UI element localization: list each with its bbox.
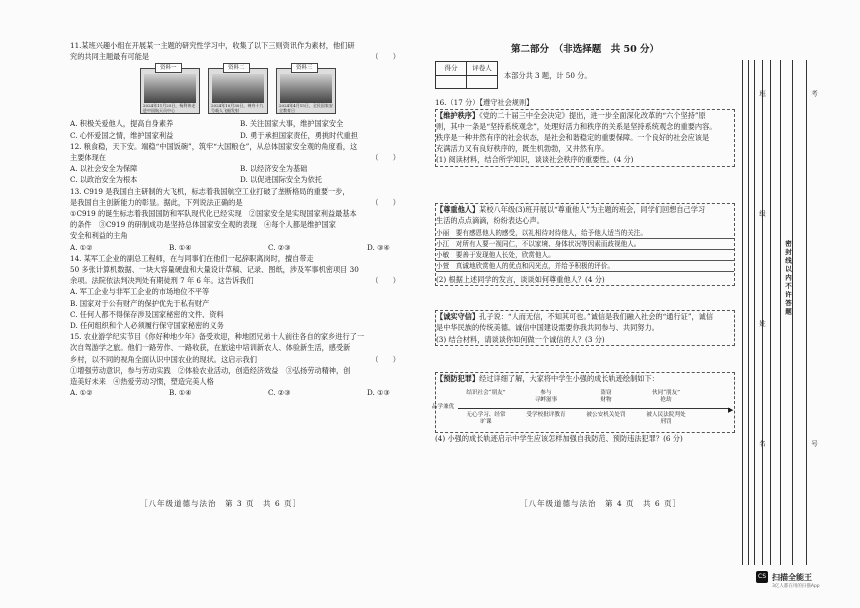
option-c: C. 以政治安全为根本 xyxy=(70,175,138,185)
binding-label-class: 班 xyxy=(758,90,766,99)
score-table xyxy=(435,61,498,89)
q12-stem: 12. 粮食稳，天下安。端稳“中国饭碗”，筑牢“大国粮仓”，从总体国家安全观的角度看，这 xyxy=(70,141,358,151)
material-title: 【尊重他人】 xyxy=(436,204,480,214)
q14-stem: 14. 某军工企业的副总工程师，在与同事们在他们一起辞职离岗时，擅自带走 xyxy=(70,253,314,263)
growth-timeline xyxy=(431,388,734,428)
scanner-watermark xyxy=(756,571,820,589)
option-b: B. ①④ xyxy=(168,388,192,398)
q13-stem-2: 是我国自主创新能力的彰显。据此，下列说法正确的是 xyxy=(70,197,243,207)
timeline-bottom-label: 被人民法院判处刑罚 xyxy=(646,412,686,425)
q15-item-1: ①增强劳动意识，参与劳动实践 ②体验农业活动，创造经济效益 ③弘扬劳动精神，创 xyxy=(70,365,351,375)
material-maintain-order xyxy=(435,109,735,167)
material-title: 【维护秩序】 xyxy=(436,110,480,120)
answer-paren: （ ） xyxy=(371,197,400,207)
q15-stem-2: 次自驾游学之旅。他们一路劳作、一路收获，在旅途中培训新农人、体验新生活，感受新 xyxy=(70,343,351,353)
part-description: 本部分共 3 题，计 50 分。 xyxy=(504,70,592,80)
timeline-axis xyxy=(458,408,730,409)
answer-paren: （ ） xyxy=(371,276,400,286)
option-c: C. 心怀爱国之情，维护国家利益 xyxy=(70,130,174,140)
timeline-bottom-label: 受学校批评教育 xyxy=(526,412,566,419)
q14-stem-3: 余项。法院依法判决判处有期徒刑 7 年 6 年。这告诉我们 xyxy=(70,276,254,286)
photo-tag: 资料二 xyxy=(223,63,250,73)
binding-line xyxy=(780,60,781,565)
material-line: 充满活力又有良好秩序的，既生机勃勃，又井然有序。 xyxy=(436,144,609,154)
photo-material-1 xyxy=(140,65,200,114)
binding-label-name-2: 名 xyxy=(758,440,766,449)
sub-question-1: (1) 阅读材料，结合所学知识，谈谈社会秩序的重要性。(4 分) xyxy=(436,155,634,165)
page-footer-right: ［八年级道德与法治 第 4 页 共 6 页］ xyxy=(520,499,682,508)
material-line: 秩序是一种井然有序的社会状态，是社会和谐稳定的重要保障。一个良好的社会应该是 xyxy=(436,133,710,143)
seal-line-notice: 密封线以内不许答题 xyxy=(784,240,792,317)
answer-space[interactable] xyxy=(435,167,735,203)
q13-item-1: ①C919 的诞生标志着我国国防和军队现代化已经实现 ②国家安全是实现国家利益最基本 xyxy=(70,209,357,219)
q13-item-3: 安全和利益的主角 xyxy=(70,231,128,241)
material-crime-prevention xyxy=(431,372,735,433)
timeline-start-label: 品学兼优 xyxy=(431,404,455,411)
photo-caption: 2024年10月30日，神舟十九号载人飞船发射 xyxy=(211,103,264,114)
answer-space[interactable] xyxy=(435,286,735,310)
option-a: A. 积极关爱他人，提高自身素养 xyxy=(70,119,174,129)
option-a: A. ①② xyxy=(70,242,93,252)
photo-caption: 2024年11月25日，杨利伟走进中国航天员中心 xyxy=(143,103,196,114)
material-line: 某校八年级(3)班开展以“尊重他人”为主题的班会，同学们回想自己学习 xyxy=(479,204,706,214)
option-a: A. ①② xyxy=(70,388,93,398)
q16-heading: 16.（17 分）【遵守社会规则】 xyxy=(435,98,534,108)
q13-item-2: 的条件 ③C919 的研制成功是坚持总体国家安全观的表现 ④每个人都是维护国家 xyxy=(70,220,336,230)
timeline-top-label: 盗窃 xyxy=(600,390,612,397)
photo-image xyxy=(144,74,196,103)
binding-line xyxy=(762,60,763,565)
option-d: D. 任何组织和个人必须履行保守国家秘密的义务 xyxy=(70,321,224,331)
binding-label-name: 姓 xyxy=(758,320,766,329)
q12-stem-2: 主要体现在 xyxy=(70,153,106,163)
answer-paren: （ ） xyxy=(371,52,400,62)
timeline-top-label: 伙同“朋友” xyxy=(651,390,681,397)
right-column xyxy=(431,40,735,444)
sub-question-3: (3) 结合材料，请谈谈你如何做一个诚信的人？(3 分) xyxy=(436,334,605,344)
material-respect-others xyxy=(435,203,735,287)
grader-cell[interactable] xyxy=(467,76,498,89)
binding-line xyxy=(770,60,771,565)
material-title: 【预防犯罪】 xyxy=(436,373,480,383)
binding-label-class-2: 级 xyxy=(758,210,766,219)
material-title: 【诚实守信】 xyxy=(436,312,480,322)
photo-material-3 xyxy=(276,65,336,114)
option-a: A. 以社会安全为保障 xyxy=(70,164,138,174)
timeline-top-label-2: 寻衅滋事 xyxy=(534,396,558,403)
material-line: 生活的点点滴滴，纷纷表达心声。 xyxy=(436,215,544,225)
q14-stem-2: 50 多张计算机数据、一块大容量硬盘和大量设计草稿、记录、图纸，涉及军事机密项目 30 xyxy=(70,265,359,275)
option-d: D. 以促进国际安全为依托 xyxy=(240,175,322,185)
question-15 xyxy=(70,331,400,398)
arrow-right-icon: ▶ xyxy=(728,406,734,415)
option-b: B. ①④ xyxy=(168,242,192,252)
photo-tag: 资料三 xyxy=(291,63,318,73)
page-footer-left: ［八年级道德与法治 第 3 页 共 6 页］ xyxy=(140,499,302,508)
binding-line xyxy=(806,60,807,565)
option-d: D. 勇于承担国家责任，勇挑时代重担 xyxy=(240,130,358,140)
sub-question-4: (4) 小强的成长轨迹启示中学生应该怎样加强自我防范、预防违法犯罪？(6 分) xyxy=(435,434,683,444)
option-a: A. 军工企业与非军工企业的市场地位不平等 xyxy=(70,287,210,297)
statement-row: 小丽 要有感恩他人的感受，以礼相待对待他人，给予他人适当的关注。 xyxy=(436,228,734,239)
photo-caption: 2024年4月15日，全民国家安全教育日 xyxy=(279,103,333,114)
question-13 xyxy=(70,186,400,253)
binding-line xyxy=(754,60,755,565)
option-c: C. 任何人都不得保存涉及国家秘密的文件、资料 xyxy=(70,309,224,319)
student-statements xyxy=(436,228,734,272)
left-column xyxy=(70,40,400,398)
part-title: 第二部分 （非选择题 共 50 分） xyxy=(510,44,660,55)
material-line: 孔子说：“人而无信，不知其可也。”诚信是我们融入社会的“通行证”，诚信 xyxy=(479,312,714,322)
binding-margin xyxy=(740,60,820,565)
grader-label: 评卷人 xyxy=(467,62,498,76)
camscanner-logo-icon: CS xyxy=(756,571,768,583)
watermark-subtitle: 3亿人都在用的扫描App xyxy=(772,584,820,589)
watermark-title: 扫描全能王 xyxy=(772,572,812,582)
score-label: 得分 xyxy=(436,62,467,76)
material-line: 是中华民族的传统美德。诚信中国建设需要你我共同参与、共同努力。 xyxy=(436,323,659,333)
binding-label-exam: 考 xyxy=(810,90,818,99)
material-line: 《党的二十届三中全会决定》提出，进一步全面深化改革的“六个坚持”原 xyxy=(479,110,706,120)
answer-space[interactable] xyxy=(435,346,735,372)
photo-material-2 xyxy=(208,65,268,114)
answer-paren: （ ） xyxy=(371,354,400,364)
material-line: 经过详细了解，大家将中学生小强的成长轨迹绘制如下： xyxy=(479,373,659,383)
score-box xyxy=(435,61,735,89)
statement-row: 小萱 真诚地欣赏他人的优点和闪光点，并给予积极的评价。 xyxy=(436,261,734,272)
option-b: B. 以经济安全为基础 xyxy=(240,164,308,174)
material-line: 则，其中一条是“坚持系统观念”，处理好活力和秩序的关系是坚持系统观念的重要内容。 xyxy=(436,121,717,131)
timeline-top-label-2: 抢劫 xyxy=(660,396,672,403)
timeline-top-label: 参与 xyxy=(540,390,552,397)
binding-line xyxy=(748,60,749,565)
question-14 xyxy=(70,253,400,331)
q11-photos xyxy=(140,65,400,114)
photo-tag: 资料一 xyxy=(155,63,182,73)
q11-stem: 11.某班兴趣小组在开展某一主题的研究性学习中，收集了以下三则资讯作为素材，他们研 xyxy=(70,41,355,50)
option-b: B. 关注国家大事，维护国家安全 xyxy=(240,119,344,129)
q13-stem: 13. C919 是我国自主研制的大飞机，标志着我国航空工业打破了垄断格局的重要一步， xyxy=(70,186,350,196)
binding-label-number: 号 xyxy=(810,440,818,449)
option-c: C. ②③ xyxy=(268,242,291,252)
timeline-bottom-label: 被公安机关处罚 xyxy=(586,412,626,419)
statement-row: 小敏 要善于发现他人长处，欣赏他人。 xyxy=(436,250,734,261)
sub-question-2: (2) 根据上述同学的发言，谈谈如何尊重他人？(4 分) xyxy=(436,275,605,285)
q15-stem: 15. 农业游学纪实节目《你好种地少年》备受欢迎，种地团兄弟十人前往各自的家乡进行了一 xyxy=(70,332,365,342)
q15-item-2: 造美好未来 ④热爱劳动习惯，塑造完美人格 xyxy=(70,377,214,387)
option-d: D. ③④ xyxy=(367,242,390,252)
option-c: C. ②③ xyxy=(268,388,291,398)
material-honesty xyxy=(435,310,735,346)
score-cell[interactable] xyxy=(436,76,467,89)
timeline-top-label: 结识社会“朋友” xyxy=(466,390,506,397)
answer-paren: （ ） xyxy=(371,153,400,163)
photo-image xyxy=(212,74,264,103)
option-b: B. 国家对于公有财产的保护优先于私有财产 xyxy=(70,298,210,308)
binding-line xyxy=(742,60,743,565)
q11-stem-2: 究的共同主题最有可能是 xyxy=(70,52,150,62)
question-12 xyxy=(70,141,400,186)
timeline-top-label-2: 财物 xyxy=(600,396,612,403)
timeline-bottom-label: 无心学习、经常旷课 xyxy=(466,412,506,425)
statement-row: 小江 对所有人要一视同仁，不以家境、身体状况等因素而歧视他人。 xyxy=(436,239,734,250)
question-11 xyxy=(70,40,400,141)
option-d: D. ①③ xyxy=(367,388,390,398)
photo-image xyxy=(280,74,332,103)
q15-stem-3: 乡村，以不同的视角全面认识中国农业的现状。这启示我们 xyxy=(70,354,257,364)
